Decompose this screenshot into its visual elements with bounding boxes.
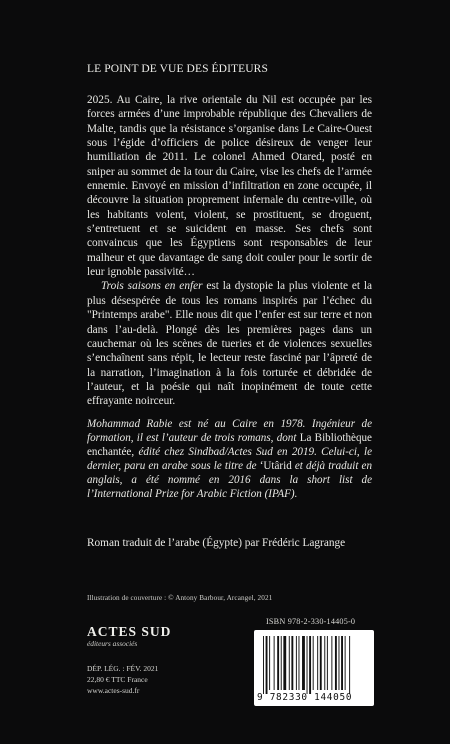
barcode-bar: [277, 636, 279, 690]
illustration-credit: Illustration de couverture : © Antony Barbour, Arcangel, 2021: [87, 594, 273, 602]
barcode-bar: [339, 636, 340, 690]
barcode-bar: [349, 636, 350, 694]
barcode-bar: [324, 636, 325, 690]
barcode-bar: [296, 636, 297, 690]
barcode-bar: [263, 636, 264, 694]
author-bio-text-3: et déjà traduit en anglais, a été nommé en 2016 dans la short list de l’International Prize for Arabic Fiction (IPAF).: [87, 460, 372, 501]
summary-paragraph-1: 2025. Au Caire, la rive orientale du Nil est occupée par les forces armées d’une improbable république des Chevaliers de Malte, tandis que la résistance s’organise dans Le Caire-Ouest sous l’égide d’officiers de police désireux de venger leur humiliation de 2011. Le colonel Ahmed Otared, posté en sniper au sommet de la tour du Caire, vise les chefs de l’armée ennemie. Envoyé en mission d’infiltration en zone occupée, il découvre la situation proprement infernale du centre-ville, où les habitants volent, violent, se prostituent, se droguent, s’entretuent et se suicident en masse. Ses chefs sont convaincus que les Égyptiens sont responsables de leur malheur et que davantage de sang doit couler pour le sortir de leur ignoble passivité…: [87, 94, 372, 279]
barcode-bar: [335, 636, 337, 690]
barcode-bar: [307, 636, 308, 694]
barcode-bar: [269, 636, 270, 690]
barcode-bar: [289, 636, 290, 690]
barcode-bar: [320, 636, 322, 690]
barcode-bar: [313, 636, 314, 690]
translation-credit: Roman traduit de l’arabe (Égypte) par Frédéric Lagrange: [87, 537, 346, 549]
legal-deposit: DÉP. LÉG. : FÉV. 2021: [87, 664, 159, 673]
barcode-bar: [341, 636, 343, 690]
author-bio-roman-1: La Bibliothèque enchantée,: [87, 432, 372, 459]
barcode-bar: [283, 636, 286, 690]
publisher-website: www.actes-sud.fr: [87, 685, 140, 695]
author-bio: [87, 417, 372, 502]
book-title-italic: Trois saisons en enfer: [101, 280, 203, 293]
barcode-bar: [299, 636, 300, 690]
author-bio-text-2: édité chez Sindbad/Actes Sud en 2019. Celui-ci, le dernier, paru en arabe sous le titre de: [87, 446, 372, 473]
section-heading: LE POINT DE VUE DES ÉDITEURS: [87, 63, 268, 75]
barcode-bar: [302, 636, 305, 690]
book-summary: [87, 93, 372, 409]
publisher-name: ACTES SUD: [87, 624, 172, 639]
publisher-tagline: éditeurs associés: [87, 639, 138, 648]
price: 22,80 € TTC France: [87, 674, 148, 684]
publication-info: [87, 664, 158, 696]
barcode-bar: [281, 636, 282, 690]
summary-paragraph-2: [87, 279, 372, 408]
publisher-logo: [87, 624, 171, 648]
author-bio-roman-2: ‘Utârid: [259, 460, 292, 473]
barcode-bar: [345, 636, 346, 690]
isbn-number: ISBN 978-2-330-14405-0: [266, 617, 356, 626]
barcode-bar: [317, 636, 318, 690]
barcode-bar: [327, 636, 328, 690]
author-bio-text-1: Mohammad Rabie est né au Caire en 1978. Ingénieur de formation, il est l’auteur de trois romans, dont: [87, 418, 372, 445]
barcode: [254, 630, 374, 706]
summary-paragraph-2-text: est la dystopie la plus violente et la plus désespérée de tous les romans inspirés par l’échec du "Printemps arabe". Elle nous dit que l’enfer est sur terre et non dans l’au-delà. Plongé dès les premières pages dans un cauchemar où les scènes de tueries et de violences sexuelles s’enchaînent sans répit, le lecteur reste fasciné par l’âpreté de la narration, l’imagination à la fois torturée et débridée de l’auteur, et la poésie qui naît inopinément de toute cette effrayante noirceur.: [87, 280, 372, 408]
barcode-bar: [331, 636, 332, 690]
barcode-bar: [266, 636, 268, 694]
barcode-bar: [274, 636, 275, 690]
barcode-bar: [309, 636, 311, 694]
barcode-digits: 9 782330 144050: [257, 692, 353, 703]
barcode-bar: [291, 636, 293, 690]
